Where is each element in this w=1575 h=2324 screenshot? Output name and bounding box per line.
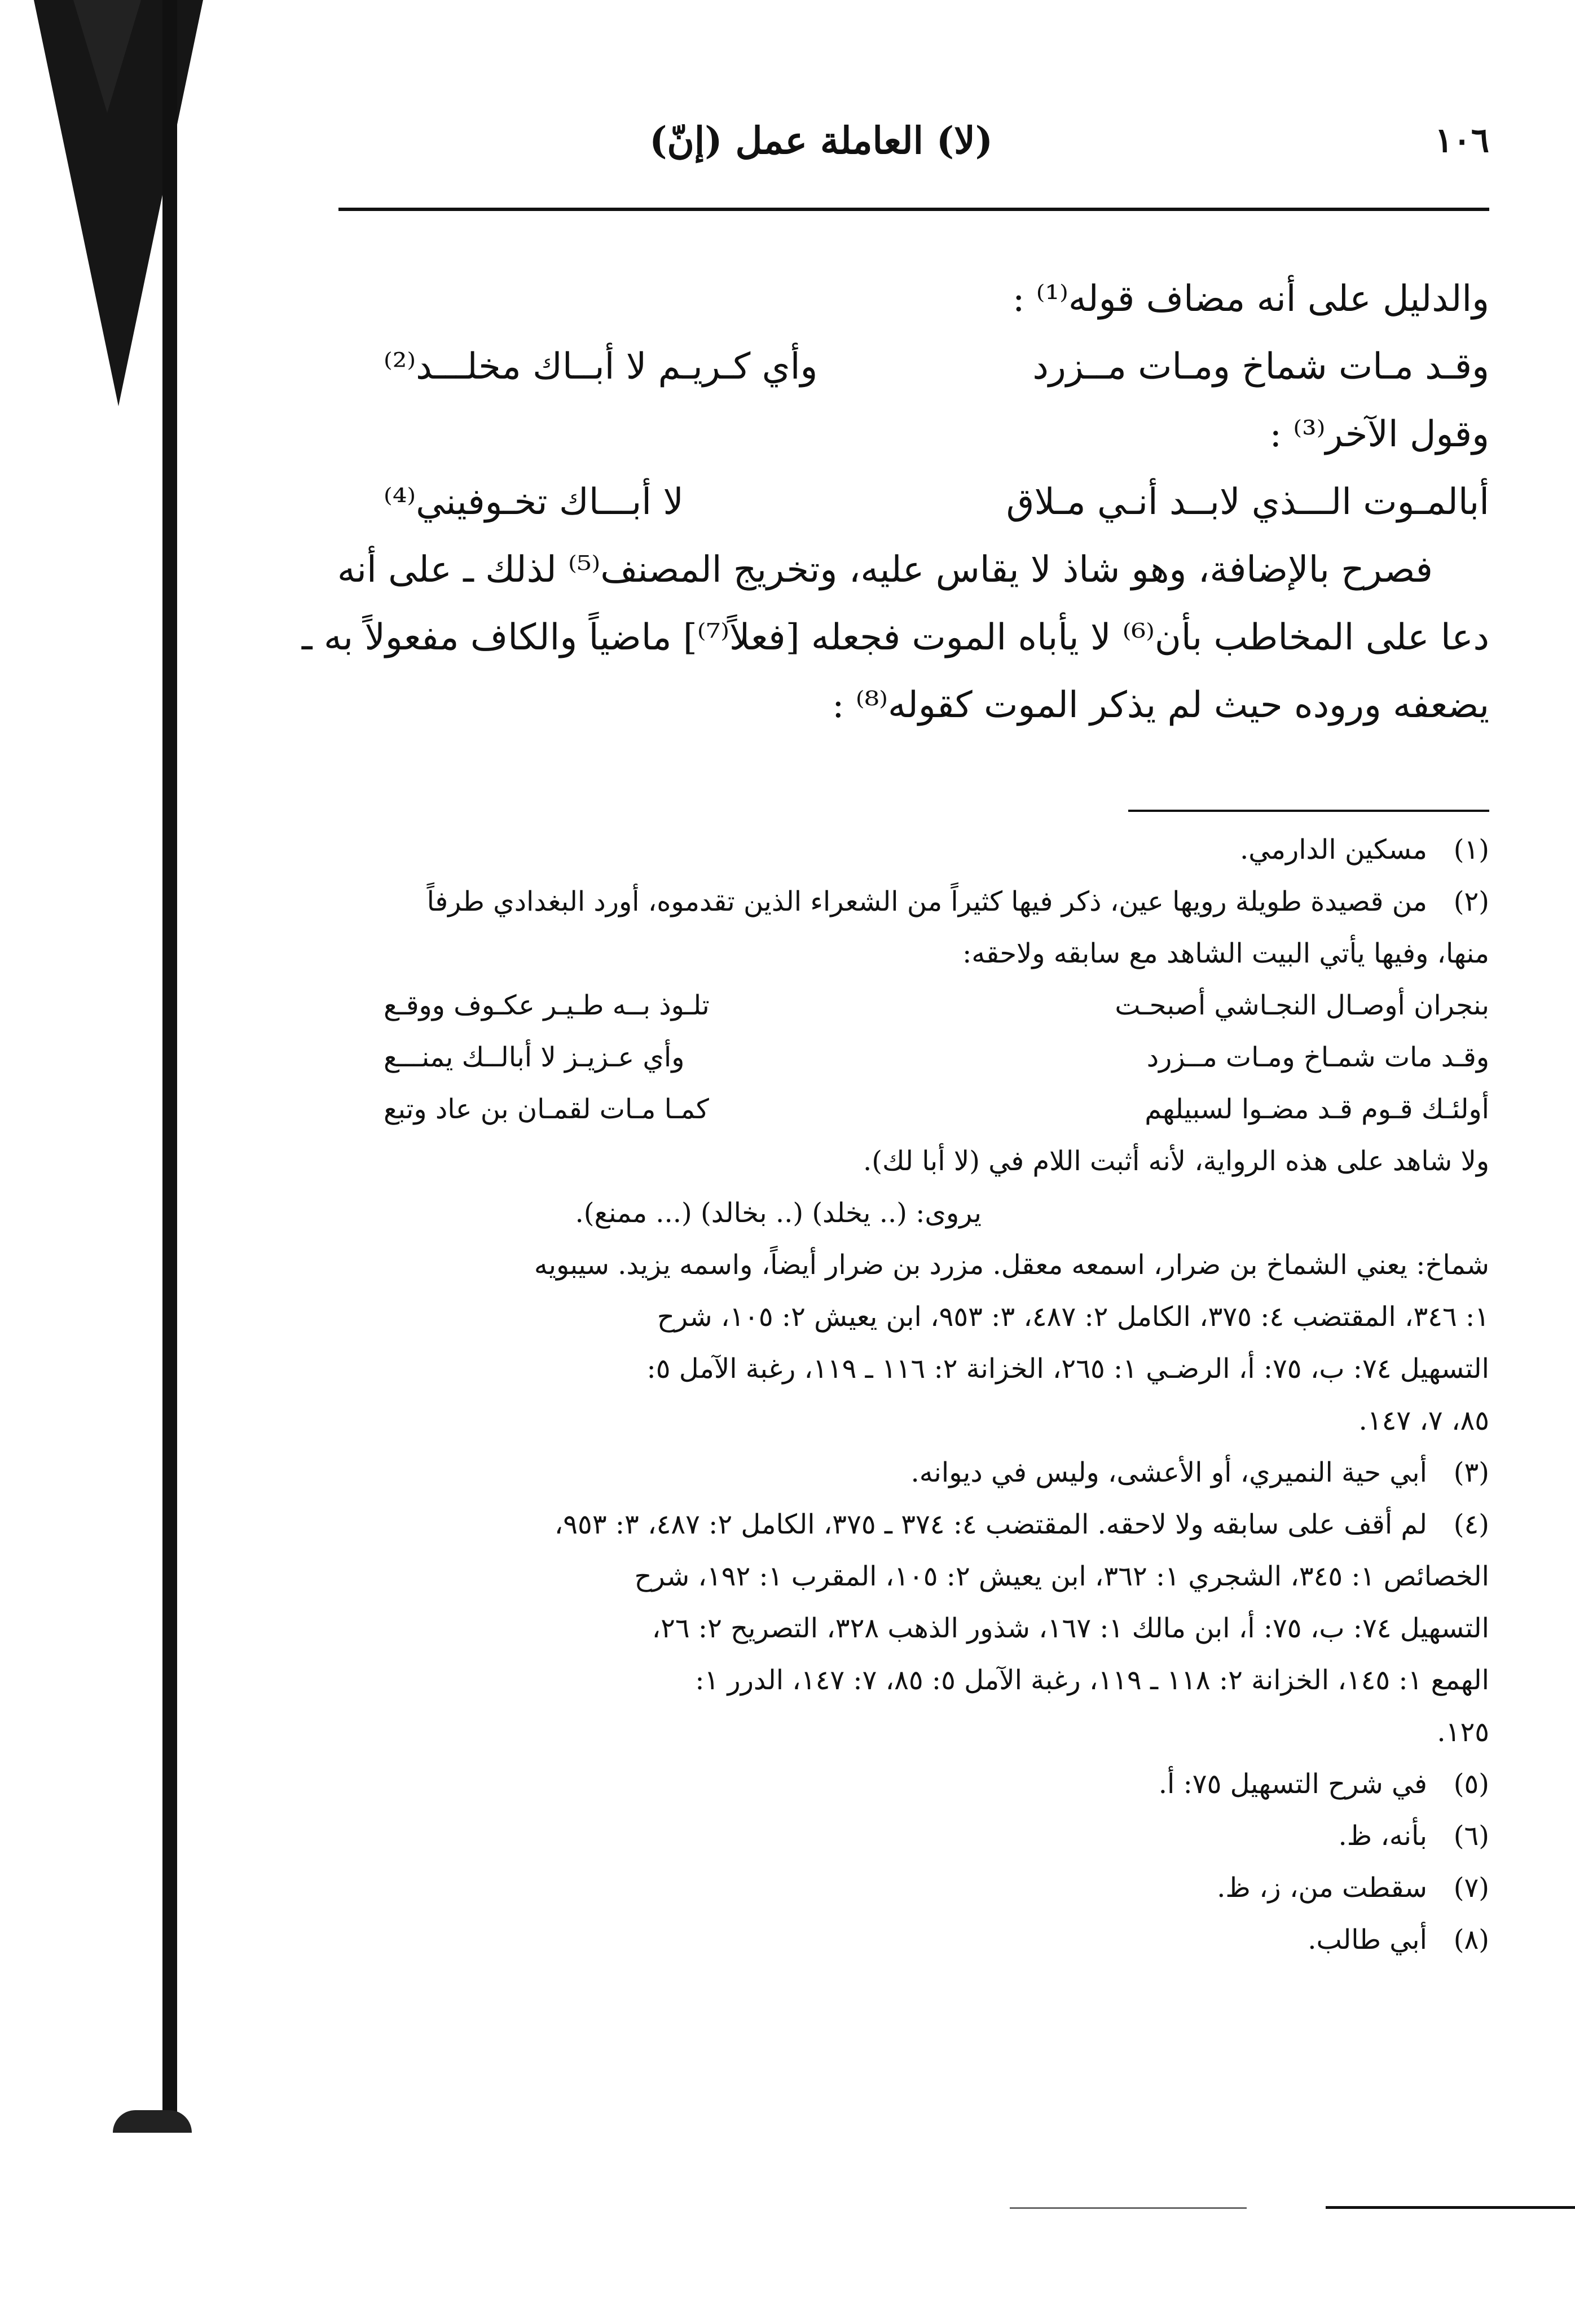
footnote-line: شماخ: يعني الشماخ بن ضرار، اسمعه معقل. مزرد بن ضرار أيضاً، واسمه يزيد. سيبويه <box>534 1249 1489 1281</box>
verse-line <box>384 468 1489 536</box>
body-line: يضعفه وروده حيث لم يذكر الموت كقوله⁽⁸⁾ : <box>832 684 1489 726</box>
verse-hemistich-second: لا أبـــاك تخـوفيني⁽⁴⁾ <box>384 481 684 523</box>
verse-hemistich-first: بنجران أوصـال النجـاشي أصبحـت <box>1115 990 1489 1021</box>
verse-hemistich-first: أولئـك قـوم قـد مضـوا لسبيلهم <box>1145 1093 1489 1125</box>
footnote-number: (٦) <box>1453 1820 1489 1852</box>
header-rule <box>338 208 1489 211</box>
footnote-text: لم أقف على سابقه ولا لاحقه. المقتضب ٤: ٣٧٤ ـ ٣٧٥، الكامل ٢: ٤٨٧، ٣: ٩٥٣، <box>554 1509 1427 1540</box>
footnote <box>384 876 1489 928</box>
footnote-number: (٧) <box>1453 1872 1489 1904</box>
scan-artifact-dash <box>1010 2207 1247 2209</box>
footnote-line: الخصائص ١: ٣٤٥، الشجري ١: ٣٦٢، ابن يعيش ٢: ١٠٥، المقرب ١: ١٩٢، شرح <box>634 1561 1489 1592</box>
book-spine-shadow <box>0 0 192 2324</box>
footnote <box>384 1447 1489 1499</box>
footnote-number: (٢) <box>1453 886 1489 917</box>
footnote-line: ١٢٥. <box>1437 1716 1489 1748</box>
footnote <box>384 1914 1489 1966</box>
verse-hemistich-second: تلـوذ بــه طـيـر عكـوف ووقـع <box>384 990 710 1021</box>
verse-hemistich-first: وقـد مات شمـاخ ومـات مــزرد <box>1146 1042 1489 1073</box>
footnote-line: ٨٥، ٧، ١٤٧. <box>1358 1405 1489 1436</box>
verse-hemistich-second: كمـا مـات لقمـان بن عاد وتبع <box>384 1093 709 1125</box>
footnotes <box>384 824 1489 1966</box>
verse-line <box>384 333 1489 401</box>
book-page <box>301 0 1489 2324</box>
footnote <box>384 1862 1489 1914</box>
page-number: ١٠٦ <box>1435 121 1489 160</box>
spine-edge-line <box>162 0 177 2133</box>
footnote-verse <box>384 1031 1489 1083</box>
body-line: والدليل على أنه مضاف قوله⁽¹⁾ : <box>1012 278 1489 320</box>
verse-hemistich-second: وأي عـزيـز لا أبالــك يمنـــع <box>384 1042 685 1073</box>
running-header <box>316 113 1489 192</box>
footnote-number: (٤) <box>1453 1509 1489 1540</box>
main-text <box>301 265 1489 739</box>
body-line: دعا على المخاطب بأن⁽⁶⁾ لا يأباه الموت فجعله [فعلاً⁽⁷⁾] ماضياً والكاف مفعولاً به ـ <box>301 617 1489 658</box>
footnote <box>384 1499 1489 1550</box>
footnote-text: مسكين الدارمي. <box>1240 834 1427 866</box>
footnote-line: ١: ٣٤٦، المقتضب ٤: ٣٧٥، الكامل ٢: ٤٨٧، ٣: ٩٥٣، ابن يعيش ٢: ١٠٥، شرح <box>657 1301 1489 1333</box>
footnote-number: (٥) <box>1453 1768 1489 1800</box>
footnote-verse <box>384 979 1489 1031</box>
footnote-number: (١) <box>1453 834 1489 866</box>
footnote-text: سقطت من، ز، ظ. <box>1217 1872 1427 1904</box>
footnote-line: يروى: (.. يخلد) (.. بخالد) (... ممنع). <box>575 1197 982 1229</box>
footnote-text: بأنه، ظ. <box>1338 1820 1427 1852</box>
footnote-line: منها، وفيها يأتي البيت الشاهد مع سابقه ولاحقه: <box>962 938 1489 969</box>
footnote-line: ولا شاهد على هذه الرواية، لأنه أثبت اللام في (لا أبا لك). <box>863 1145 1489 1177</box>
verse-hemistich-second: وأي كـريـم لا أبــاك مخلـــد⁽²⁾ <box>384 346 818 388</box>
footnote-number: (٨) <box>1453 1924 1489 1956</box>
footnote-verse <box>384 1083 1489 1135</box>
footnote <box>384 1810 1489 1862</box>
spine-foot <box>113 2110 192 2133</box>
footnote-text: أبي حية النميري، أو الأعشى، وليس في ديوانه. <box>910 1457 1427 1488</box>
footnote-text: أبي طالب. <box>1308 1924 1427 1956</box>
footnote-line: التسهيل ٧٤: ب، ٧٥: أ، ابن مالك ١: ١٦٧، شذور الذهب ٣٢٨، التصريح ٢: ٢٦، <box>652 1613 1489 1644</box>
footnote <box>384 1758 1489 1810</box>
footnote <box>384 824 1489 876</box>
footnote-line: الهمع ١: ١٤٥، الخزانة ٢: ١١٨ ـ ١١٩، رغبة الآمل ٥: ٨٥، ٧: ١٤٧، الدرر ١: <box>695 1664 1489 1696</box>
footnote-number: (٣) <box>1453 1457 1489 1488</box>
body-line: وقول الآخر⁽³⁾ : <box>1269 414 1489 455</box>
footnote-text: من قصيدة طويلة رويها عين، ذكر فيها كثيراً من الشعراء الذين تقدموه، أورد البغدادي طرفاً <box>426 886 1427 917</box>
footnote-separator <box>1128 810 1489 812</box>
verse-hemistich-first: وقـد مـات شماخ ومـات مــزرد <box>1032 346 1489 388</box>
verse-hemistich-first: أبالمـوت الـــذي لابــد أنـي مـلاق <box>1006 481 1489 523</box>
bottom-edge-rule <box>1326 2206 1575 2209</box>
footnote-text: في شرح التسهيل ٧٥: أ. <box>1158 1768 1427 1800</box>
body-line: فصرح بالإضافة، وهو شاذ لا يقاس عليه، وتخريج المصنف⁽⁵⁾ لذلك ـ على أنه <box>337 549 1433 591</box>
footnote-line: التسهيل ٧٤: ب، ٧٥: أ، الرضـي ١: ٢٦٥، الخزانة ٢: ١١٦ ـ ١١٩، رغبة الآمل ٥: <box>646 1353 1489 1385</box>
spine-shadow-tip <box>73 0 141 113</box>
header-title: (لا) العاملة عمل (إنّ) <box>649 118 993 162</box>
